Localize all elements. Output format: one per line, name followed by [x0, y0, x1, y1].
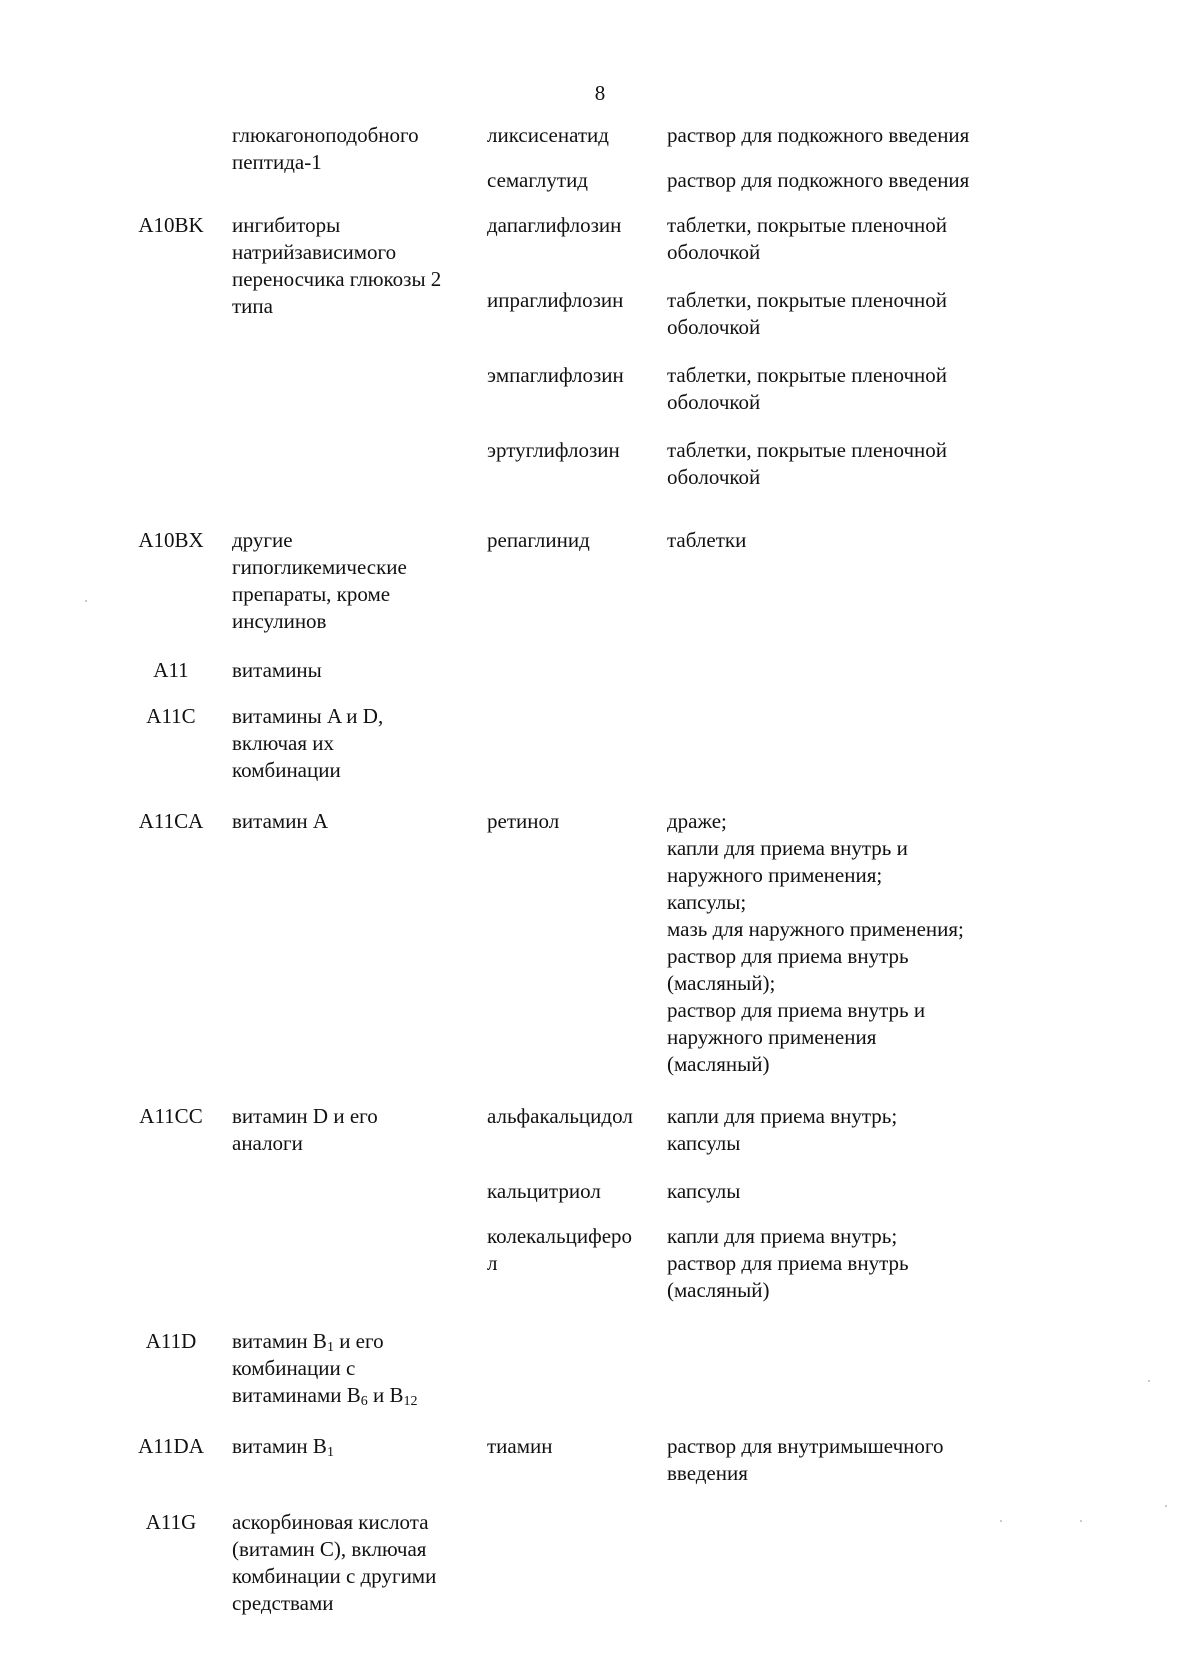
group-name: ингибиторы натрийзависимого переносчика глюкозы 2 типа	[232, 213, 442, 318]
drug-name: семаглутид	[487, 168, 588, 192]
group-name: витамин $B_1$ и его комбинации с витаминами $B_6$ и $B_{12}$	[232, 1329, 418, 1409]
group-name: витамин $B_1$	[232, 1434, 334, 1460]
group-name: витамин A	[232, 809, 329, 833]
dosage-form: раствор для подкожного введения	[667, 168, 970, 192]
group-name: витамины A и D, включая их комбинации	[232, 704, 384, 782]
dosage-form: капли для приема внутрь; раствор для приема внутрь (масляный)	[667, 1224, 909, 1302]
dosage-form: таблетки, покрытые пленочной оболочкой	[667, 363, 948, 414]
drug-name: ретинол	[487, 809, 560, 833]
group-name: витамины	[232, 658, 322, 682]
scan-speck	[1080, 1520, 1082, 1522]
drug-name: дапаглифлозин	[487, 213, 622, 237]
group-name: глюкагоноподобного пептида-1	[232, 123, 419, 174]
drug-name: ликсисенатид	[487, 123, 609, 147]
drug-name: эртуглифлозин	[487, 438, 620, 462]
scan-speck	[85, 600, 87, 602]
drug-name: ипраглифлозин	[487, 288, 624, 312]
drug-name: эмпаглифлозин	[487, 363, 624, 387]
atc-code: A11CC	[139, 1104, 203, 1128]
scan-speck	[1000, 1520, 1002, 1522]
atc-code: A11DA	[138, 1434, 204, 1458]
atc-code: A10BX	[138, 528, 204, 552]
drug-name: альфакальцидол	[487, 1104, 633, 1128]
atc-code: A11CA	[138, 809, 204, 833]
dosage-form: капсулы	[667, 1179, 741, 1203]
atc-code: A11G	[145, 1510, 197, 1534]
atc-code: A11D	[145, 1329, 197, 1353]
scan-speck	[1148, 1380, 1150, 1382]
dosage-form: таблетки	[667, 528, 747, 552]
dosage-form: драже; капли для приема внутрь и наружного применения; капсулы; мазь для наружного применения; раствор для приема внутрь (масляный); раствор для приема внутрь и наружного применения (масляный)	[667, 809, 964, 1076]
page-number: 8	[594, 81, 606, 105]
group-name: витамин D и его аналоги	[232, 1104, 378, 1155]
atc-code: A11C	[146, 704, 196, 728]
drug-name: колекальциферо л	[487, 1224, 633, 1275]
dosage-form: раствор для внутримышечного введения	[667, 1434, 944, 1485]
dosage-form: таблетки, покрытые пленочной оболочкой	[667, 438, 948, 489]
dosage-form: таблетки, покрытые пленочной оболочкой	[667, 213, 948, 264]
atc-code: A11	[153, 658, 189, 682]
drug-name: кальцитриол	[487, 1179, 601, 1203]
drug-name: репаглинид	[487, 528, 590, 552]
group-name: аскорбиновая кислота (витамин C), включая комбинации с другими средствами	[232, 1510, 437, 1615]
group-name: другие гипогликемические препараты, кроме инсулинов	[232, 528, 407, 633]
dosage-form: раствор для подкожного введения	[667, 123, 970, 147]
scan-speck	[1165, 1505, 1167, 1507]
dosage-form: капли для приема внутрь; капсулы	[667, 1104, 898, 1155]
dosage-form: таблетки, покрытые пленочной оболочкой	[667, 288, 948, 339]
drug-name: тиамин	[487, 1434, 553, 1458]
atc-code: A10BK	[138, 213, 204, 237]
